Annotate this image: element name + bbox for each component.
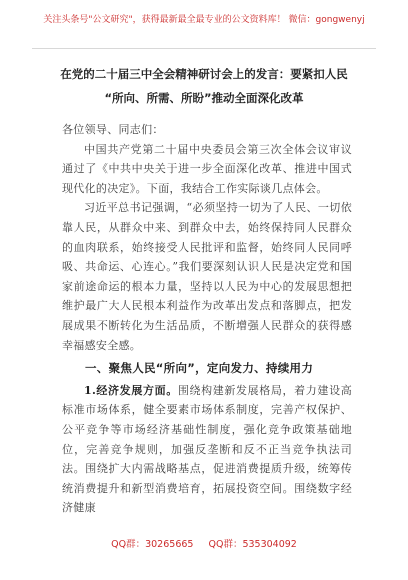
promo-header: 关注头条号"公文研究"，获得最新最全最专业的公文资料库！ 微信：gongwenyj (43, 15, 365, 25)
document-body (62, 120, 352, 518)
footer-qq-group-2: QQ群：535304092 (208, 539, 297, 550)
paragraph-economic (62, 381, 352, 518)
paragraph-quote: 习近平总书记强调，“必须坚持一切为了人民、一切依靠人民，从群众中来、到群众中去，始终保持同人民群众的血肉联系，始终接受人民批评和监督，始终同人民同呼吸、共命运、心连心。”我们要深刻认识人民是决定党和国家前途命运的根本力量，坚持以人民为中心的发展思想把维护最广大人民根本利益作为改革出发点和落脚点，把发展成果不断转化为生活品质，不断增强人民群众的获得感幸福感安全感。 (62, 201, 352, 352)
promo-footer (0, 536, 408, 550)
header-divider (32, 48, 376, 49)
footer-qq-group-1: QQ群：30265665 (111, 539, 194, 550)
paragraph-intro: 中国共产党第二十届中央委员会第三次全体会议审议通过了《中共中央关于进一步全面深化改革、推进中国式现代化的决定》。下面，我结合工作实际谈几点体会。 (62, 142, 352, 195)
salutation: 各位领导、同志们： (62, 123, 164, 136)
section-heading: 一、聚焦人民“所向”，定向发力、持续用力 (85, 361, 314, 376)
subsection-text: 围绕构建新发展格局，着力建设高标准市场体系，健全要素市场体系制度，完善产权保护、公平竞争等市场经济基础性制度，强化竞争政策基础地位，完善竞争规则，加强反垄断和反不正当竞争执法司法。围绕扩大内需战略基点，促进消费提质升级，统筹传统消费提升和新型消费培育，拓展投资空间。围绕数字经济健康 (62, 383, 352, 515)
document-title-line-2: “所向、所需、所盼”推动全面深化改革 (104, 91, 304, 105)
document-title-line-1: 在党的二十届三中全会精神研讨会上的发言：要紧扣人民 (60, 67, 348, 81)
subsection-label: 1.经济发展方面。 (84, 383, 178, 397)
